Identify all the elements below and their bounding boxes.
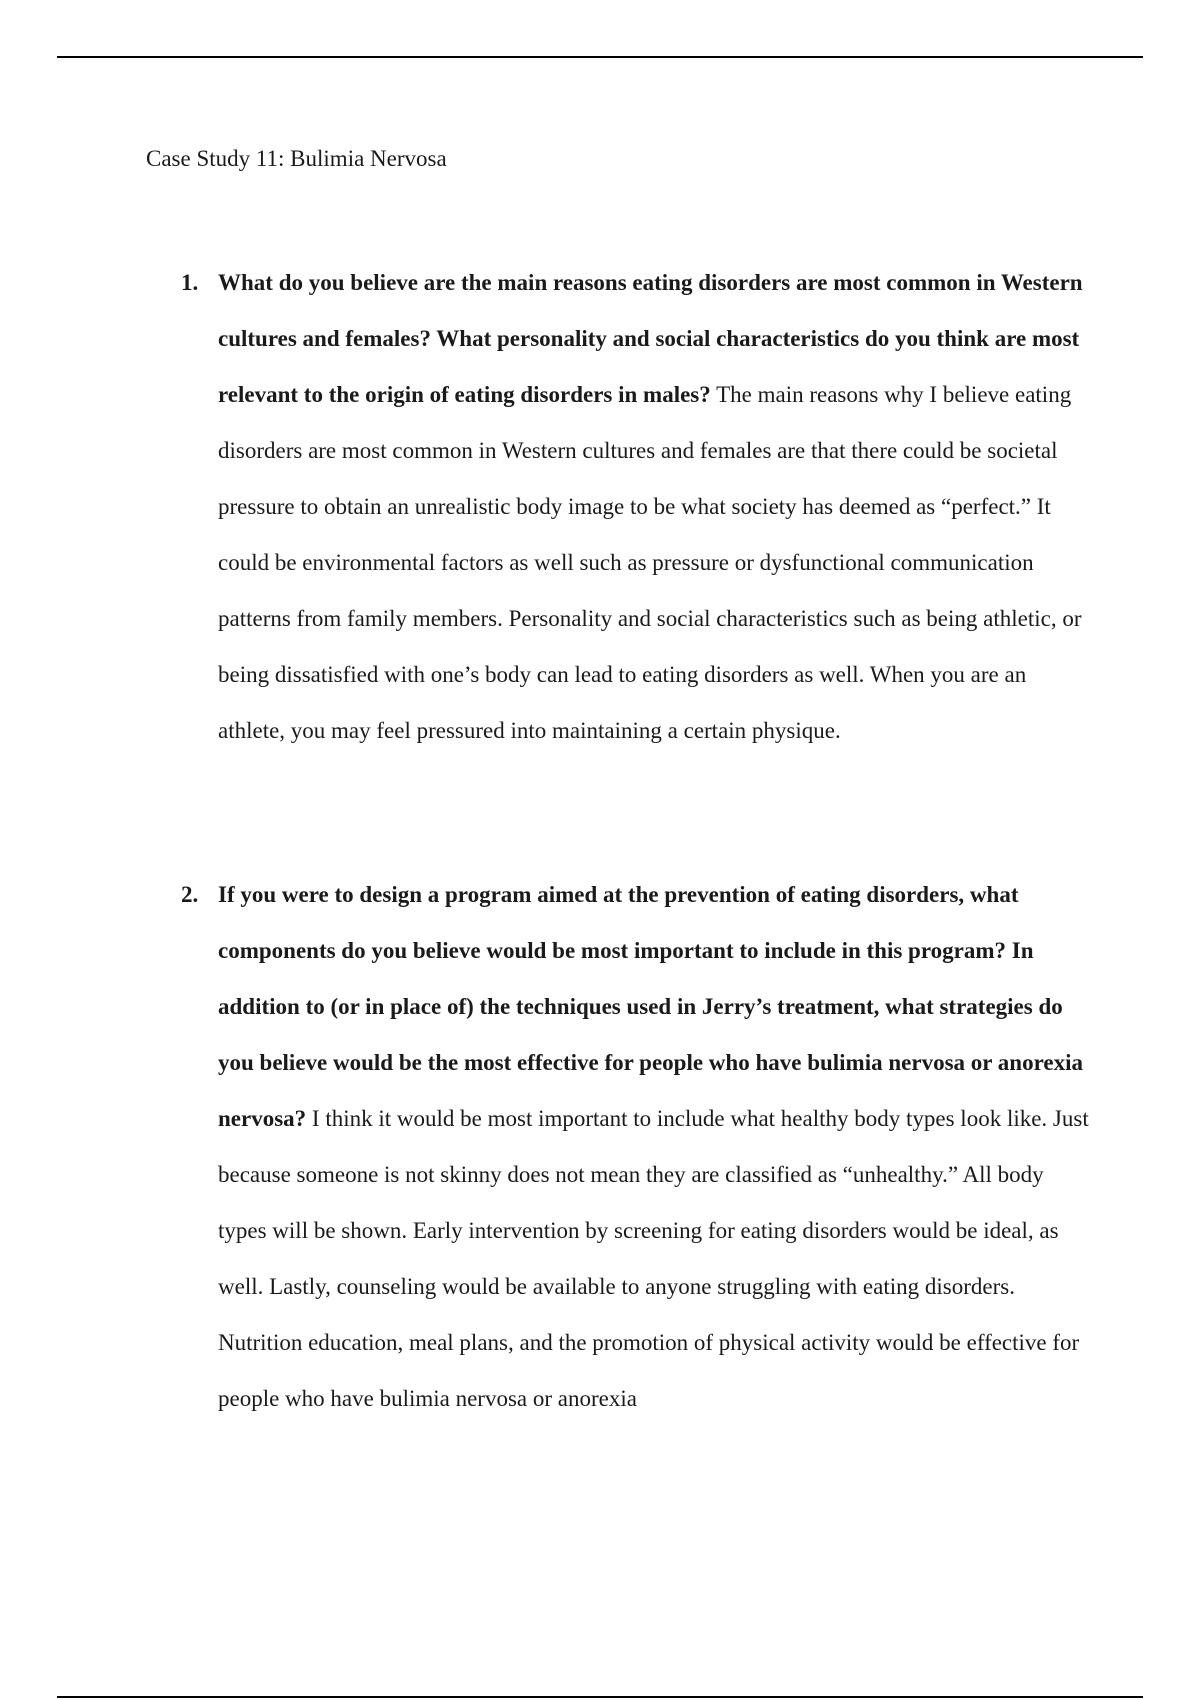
- question-body: [218, 255, 1095, 759]
- question-number: 2.: [181, 882, 199, 907]
- question-prompt: What do you believe are the main reasons eating disorders are most common in Western cultures and females? What personality and social characteristics do you think are most relevant to the origin of eating disorders in males?: [218, 270, 1083, 407]
- question-answer: I think it would be most important to include what healthy body types look like. Just because someone is not skinny does not mean they are classified as “unhealthy.” All body types will be shown. Early intervention by screening for eating disorders would be ideal, as well. Lastly, counseling would be available to anyone struggling with eating disorders. Nutrition education, meal plans, and the promotion of physical activity would be effective for people who have bulimia nervosa or anorexia: [218, 1106, 1089, 1411]
- question-answer: The main reasons why I believe eating disorders are most common in Western cultures and females are that there could be societal pressure to obtain an unrealistic body image to be what society has deemed as “perfect.” It could be environmental factors as well such as pressure or dysfunctional communication patterns from family members. Personality and social characteristics such as being athletic, or being dissatisfied with one’s body can lead to eating disorders as well. When you are an athlete, you may feel pressured into maintaining a certain physique.: [218, 382, 1082, 743]
- question-number: 1.: [181, 270, 199, 295]
- page-bottom-rule: [57, 1696, 1143, 1698]
- document-title: Case Study 11: Bulimia Nervosa: [146, 146, 447, 171]
- page-top-rule: [57, 56, 1143, 58]
- question-body: [218, 867, 1095, 1427]
- question-prompt: If you were to design a program aimed at the prevention of eating disorders, what components do you believe would be most important to include in this program? In addition to (or in place of) the techniques used in Jerry’s treatment, what strategies do you believe would be the most effective for people who have bulimia nervosa or anorexia nervosa?: [218, 882, 1083, 1131]
